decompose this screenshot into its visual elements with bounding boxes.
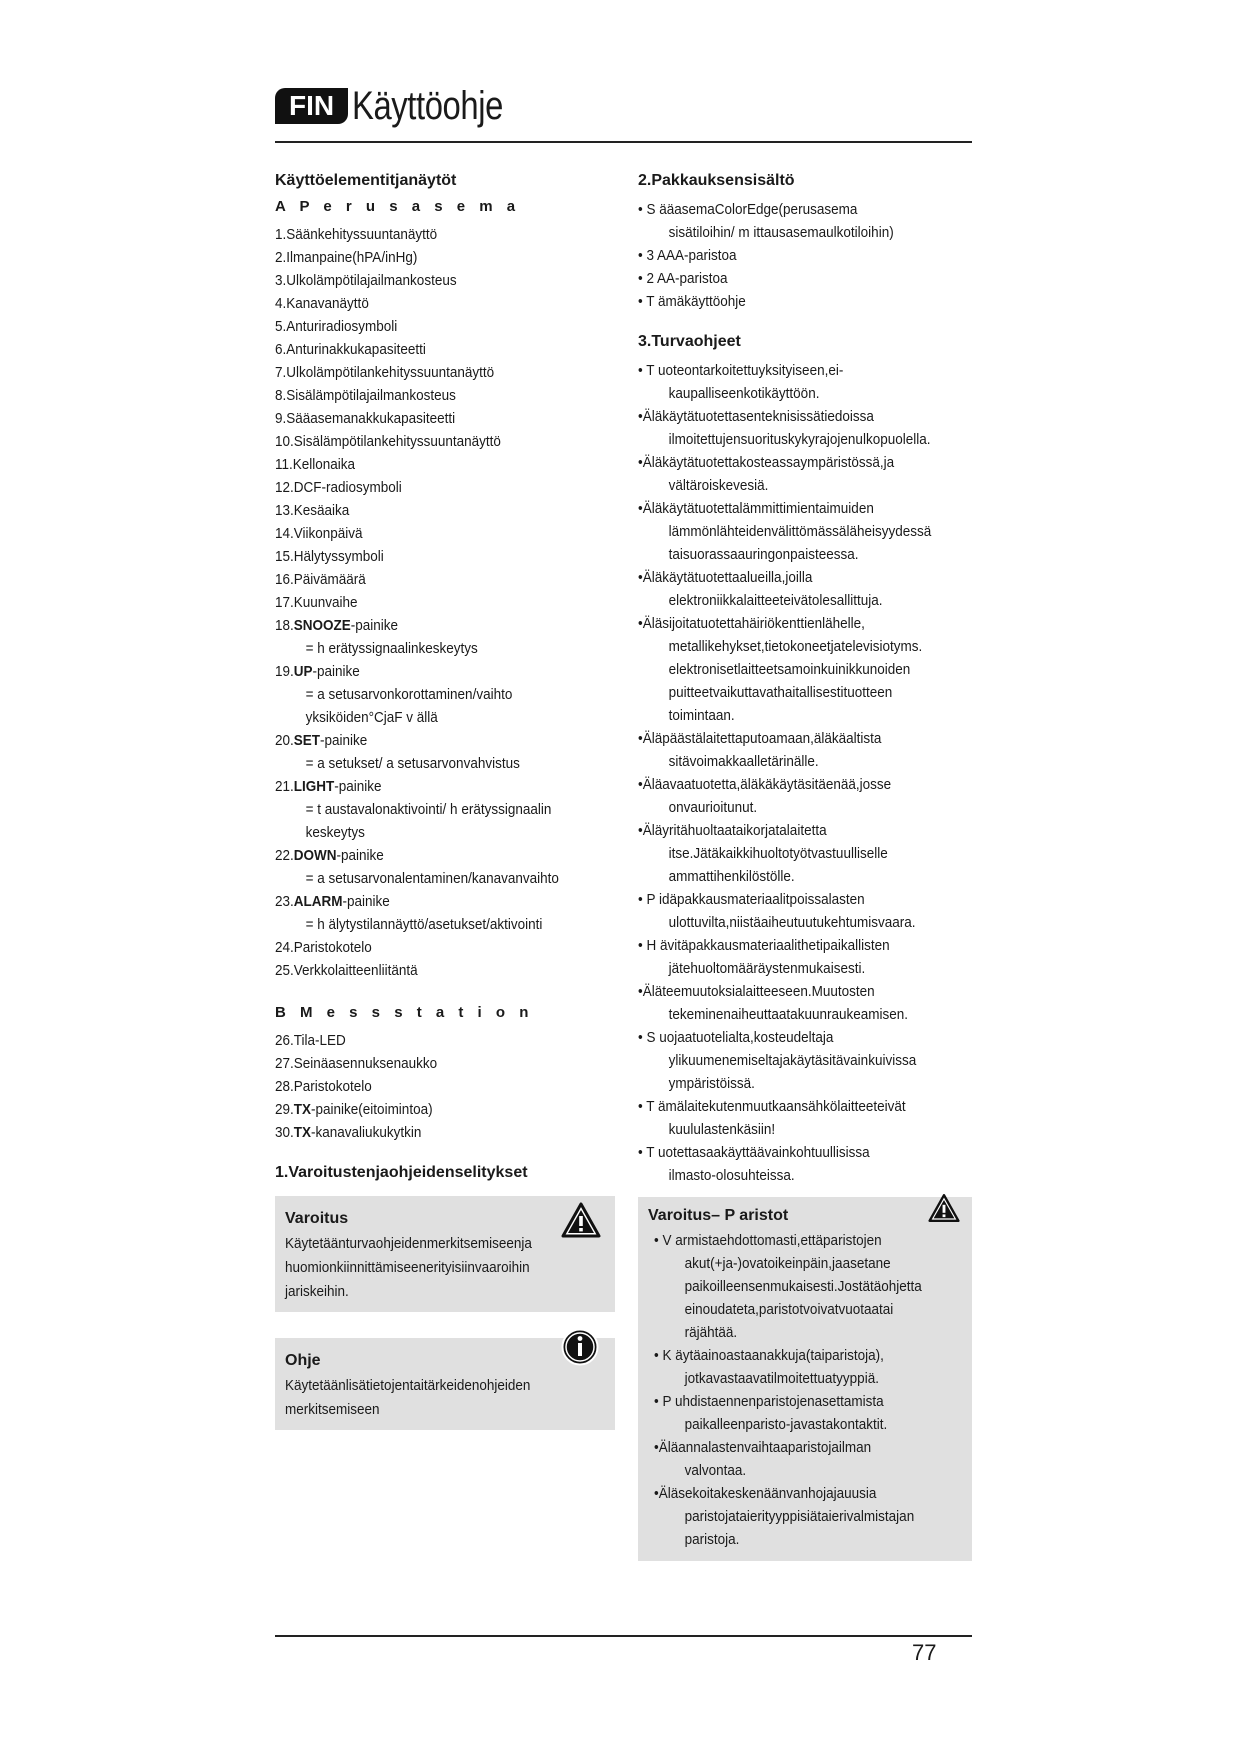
item-number: 20. — [275, 732, 294, 749]
left-column — [275, 170, 615, 1430]
list-item — [275, 1121, 581, 1144]
list-item: 13.Kesäaika — [275, 502, 350, 519]
bullet-continuation: tekeminenaiheuttaatakuunraukeamisen. — [668, 1006, 909, 1023]
bottom-divider — [275, 1635, 972, 1637]
warning-box-title: Varoitus — [285, 1210, 349, 1227]
box-text-line: Käytetäänturvaohjeidenmerkitsemiseenja — [285, 1235, 532, 1252]
bullet-continuation: paristoja. — [684, 1531, 740, 1548]
warning-box-text — [285, 1232, 605, 1304]
controls-list-a — [275, 223, 615, 982]
list-item: 4.Kanavanäyttö — [275, 295, 369, 312]
list-item: 14.Viikonpäivä — [275, 525, 363, 542]
bullet-continuation: kaupalliseenkotikäyttöön. — [668, 385, 820, 402]
bullet-text: •Äläyritähuoltaataikorjatalaitetta — [638, 822, 827, 839]
bullet-continuation: toimintaan. — [668, 707, 735, 724]
item-number: 23. — [275, 893, 294, 910]
bullet-text: • S uojaatuotelialta,kosteudeltaja — [638, 1029, 834, 1046]
controls-list-b — [275, 1029, 615, 1144]
bullet-item — [654, 1436, 931, 1482]
bullet-item — [638, 819, 939, 888]
box-text-line: merkitsemiseen — [285, 1401, 380, 1418]
list-item: 9.Sääasemanakkukapasiteetti — [275, 410, 456, 427]
bullet-continuation: elektronisetlaitteetsamoinkuinikkunoiden — [668, 661, 911, 678]
bullet-item — [654, 1482, 931, 1551]
safety-instructions-list — [638, 359, 972, 1187]
bullet-text: • P idäpakkausmateriaalitpoissalasten — [638, 891, 865, 908]
button-name: ALARM — [293, 893, 343, 910]
bullet-text: •Äläkäytätuotettakosteassaympäristössä,ja — [638, 454, 895, 471]
section-title-package: 2.Pakkauksensisältö — [638, 172, 795, 189]
button-name: TX — [293, 1101, 312, 1118]
bullet-text: •Äläkäytätuotettalämmittimientaimuiden — [638, 500, 874, 517]
bullet-continuation: paikalleenparisto-javastakontaktit. — [684, 1416, 888, 1433]
bullet-text: • P uhdistaennenparistojenasettamista — [654, 1393, 884, 1410]
page-header — [275, 83, 536, 129]
bullet-item — [638, 934, 939, 980]
item-number: 29. — [275, 1101, 294, 1118]
right-column — [638, 170, 972, 1561]
bullet-item — [654, 1390, 931, 1436]
bullet-continuation: ulottuvilta,niistäaiheutuutukehtumisvaara. — [668, 914, 916, 931]
bullet-item — [638, 359, 939, 405]
item-suffix: -painike — [312, 663, 360, 680]
bullet-continuation: akut(+ja-)ovatoikeinpäin,jaasetane — [684, 1255, 891, 1272]
list-item: 3.Ulkolämpötilajailmankosteus — [275, 272, 457, 289]
list-item: 2.Ilmanpaine(hPA/inHg) — [275, 249, 418, 266]
button-name: SET — [293, 732, 321, 749]
bullet-continuation: räjähtää. — [684, 1324, 738, 1341]
item-suffix: -painike — [336, 847, 384, 864]
list-item: 24.Paristokotelo — [275, 939, 372, 956]
list-item — [275, 660, 581, 683]
bullet-continuation: ilmasto-olosuhteissa. — [668, 1167, 795, 1184]
item-number: 18. — [275, 617, 294, 634]
list-item: 12.DCF-radiosymboli — [275, 479, 402, 496]
item-suffix: -painike — [334, 778, 382, 795]
package-contents-list — [638, 198, 972, 313]
list-item — [275, 890, 581, 913]
bullet-text: •Äläavaatuotetta,äläkäkäytäsitäenää,josse — [638, 776, 892, 793]
bullet-continuation: elektroniikkalaitteeteivätolesallittuja. — [668, 592, 883, 609]
list-item: 15.Hälytyssymboli — [275, 548, 384, 565]
list-item: = t austavalonaktivointi/ h erätyssignaalin — [305, 801, 552, 818]
bullet-item — [654, 1344, 931, 1390]
list-item: = a setukset/ a setusarvonvahvistus — [305, 755, 520, 772]
list-item: 26.Tila-LED — [275, 1032, 346, 1049]
button-name: SNOOZE — [293, 617, 351, 634]
list-item: 28.Paristokotelo — [275, 1078, 372, 1095]
bullet-text: • 2 AA-paristoa — [638, 270, 728, 287]
warning-triangle-icon — [561, 1202, 601, 1238]
bullet-item — [638, 451, 939, 497]
battery-warning-list — [648, 1229, 962, 1551]
bullet-item — [638, 290, 939, 313]
list-item: yksiköiden°CjaF v ällä — [305, 709, 438, 726]
list-item: 16.Päivämäärä — [275, 571, 366, 588]
item-suffix: -painike — [320, 732, 368, 749]
list-item: = h erätyssignaalinkeskeytys — [305, 640, 478, 657]
bullet-text: •Äläteemuutoksialaitteeseen.Muutosten — [638, 983, 875, 1000]
box-text-line: huomionkiinnittämiseenerityisiinvaaroihin — [285, 1259, 530, 1276]
bullet-text: • T ämälaitekutenmuutkaansähkölaitteeteivät — [638, 1098, 906, 1115]
list-item: = a setusarvonkorottaminen/vaihto — [305, 686, 513, 703]
bullet-item — [638, 727, 939, 773]
bullet-continuation: paikoilleensenmukaisesti.Jostätäohjetta — [684, 1278, 922, 1295]
bullet-text: •Äläkäytätuotettaalueilla,joilla — [638, 569, 813, 586]
item-number: 22. — [275, 847, 294, 864]
bullet-text: • T uoteontarkoitettuyksityiseen,ei- — [638, 362, 844, 379]
battery-box-title: Varoitus– P aristot — [648, 1207, 789, 1224]
bullet-continuation: metallikehykset,tietokoneetjatelevisiotyms. — [668, 638, 923, 655]
top-divider — [275, 141, 972, 143]
list-item — [275, 614, 581, 637]
bullet-item — [638, 1141, 939, 1187]
bullet-item — [638, 267, 939, 290]
bullet-continuation: ilmoitettujensuorituskykyrajojenulkopuolella. — [668, 431, 931, 448]
bullet-text: •Äläannalastenvaihtaaparistojailman — [654, 1439, 872, 1456]
item-number: 30. — [275, 1124, 294, 1141]
bullet-text: •Äläsijoitatuotettahäiriökenttienlähelle, — [638, 615, 865, 632]
bullet-continuation: puitteetvaikuttavathaitallisestituotteen — [668, 684, 893, 701]
list-item: 6.Anturinakkukapasiteetti — [275, 341, 426, 358]
bullet-continuation: valvontaa. — [684, 1462, 747, 1479]
list-item: = h älytystilannäyttö/asetukset/aktivointi — [305, 916, 543, 933]
button-name: TX — [293, 1124, 312, 1141]
section-title-safety: 3.Turvaohjeet — [638, 333, 741, 350]
bullet-continuation: onvaurioitunut. — [668, 799, 758, 816]
list-item — [275, 844, 581, 867]
list-item: 27.Seinäasennuksenaukko — [275, 1055, 438, 1072]
language-badge: FIN — [275, 88, 348, 124]
list-item: keskeytys — [305, 824, 365, 841]
list-item: = a setusarvonalentaminen/kanavanvaihto — [305, 870, 559, 887]
list-item: 10.Sisälämpötilankehityssuuntanäyttö — [275, 433, 501, 450]
item-number: 19. — [275, 663, 294, 680]
bullet-item — [638, 244, 939, 267]
bullet-continuation: sisätiloihin/ m ittausasemaulkotiloihin) — [668, 224, 894, 241]
list-item: 17.Kuunvaihe — [275, 594, 358, 611]
bullet-text: •Äläpäästälaitettaputoamaan,äläkäaltista — [638, 730, 882, 747]
bullet-continuation: taisuorassaauringonpaisteessa. — [668, 546, 859, 563]
button-name: UP — [293, 663, 313, 680]
page-title: Käyttöohje — [352, 83, 504, 128]
bullet-text: • 3 AAA-paristoa — [638, 247, 737, 264]
subsection-b-title: B M e s s s t a t i o n — [275, 1004, 534, 1021]
bullet-continuation: vältäroiskevesiä. — [668, 477, 769, 494]
bullet-item — [638, 566, 939, 612]
battery-warning-box — [638, 1197, 972, 1561]
info-icon — [561, 1328, 599, 1366]
bullet-continuation: kuululastenkäsiin! — [668, 1121, 776, 1138]
bullet-continuation: einoudateta,paristotvoivatvuotaatai — [684, 1301, 894, 1318]
list-item — [275, 775, 581, 798]
item-suffix: -painike — [342, 893, 390, 910]
item-number: 21. — [275, 778, 294, 795]
button-name: LIGHT — [293, 778, 335, 795]
bullet-text: • T ämäkäyttöohje — [638, 293, 746, 310]
bullet-continuation: lämmönlähteidenvälittömässäläheisyydessä — [668, 523, 932, 540]
bullet-item — [638, 773, 939, 819]
bullet-continuation: ammattihenkilöstölle. — [668, 868, 795, 885]
item-suffix: -painike(eitoimintoa) — [311, 1101, 433, 1118]
warning-legend-box — [275, 1196, 615, 1312]
list-item — [275, 729, 581, 752]
list-item: 8.Sisälämpötilajailmankosteus — [275, 387, 456, 404]
box-text-line: jariskeihin. — [285, 1283, 349, 1300]
note-box-text — [285, 1374, 605, 1422]
list-item: 5.Anturiradiosymboli — [275, 318, 398, 335]
subsection-a-title: A P e r u s a s e m a — [275, 198, 521, 215]
bullet-item — [638, 405, 939, 451]
bullet-item — [638, 1026, 939, 1095]
list-item: 1.Säänkehityssuuntanäyttö — [275, 226, 438, 243]
list-item: 7.Ulkolämpötilankehityssuuntanäyttö — [275, 364, 495, 381]
list-item: 11.Kellonaika — [275, 456, 356, 473]
bullet-text: • S ääasemaColorEdge(perusasema — [638, 201, 858, 218]
note-legend-box — [275, 1338, 615, 1430]
bullet-text: •Äläsekoitakeskenäänvanhojajauusia — [654, 1485, 877, 1502]
bullet-text: • T uotettasaakäyttäävainkohtuullisissa — [638, 1144, 870, 1161]
bullet-item — [654, 1229, 931, 1344]
page-number: 77 — [912, 1640, 937, 1665]
bullet-continuation: paristojataierityyppisiätaierivalmistajan — [684, 1508, 915, 1525]
note-box-title: Ohje — [285, 1352, 321, 1369]
bullet-continuation: ylikuumenemiseltajakäytäsitävainkuivissa — [668, 1052, 917, 1069]
bullet-text: • K äytäainoastaanakkuja(taiparistoja), — [654, 1347, 884, 1364]
bullet-text: • V armistaehdottomasti,ettäparistojen — [654, 1232, 882, 1249]
bullet-text: • H ävitäpakkausmateriaalithetipaikallisten — [638, 937, 890, 954]
section-title-warnings: 1.Varoitustenjaohjeidenselitykset — [275, 1164, 528, 1181]
bullet-item — [638, 612, 939, 727]
box-text-line: Käytetäänlisätietojentaitärkeidenohjeiden — [285, 1377, 531, 1394]
bullet-continuation: itse.Jätäkaikkihuoltotyötvastuulliselle — [668, 845, 888, 862]
button-name: DOWN — [293, 847, 337, 864]
list-item: 25.Verkkolaitteenliitäntä — [275, 962, 418, 979]
bullet-item — [638, 980, 939, 1026]
warning-triangle-icon — [928, 1193, 960, 1223]
bullet-text: •Äläkäytätuotettasenteknisissätiedoissa — [638, 408, 874, 425]
bullet-item — [638, 1095, 939, 1141]
list-item — [275, 1098, 581, 1121]
bullet-continuation: jätehuoltomääräystenmukaisesti. — [668, 960, 866, 977]
bullet-continuation: sitävoimakkaalletärinälle. — [668, 753, 819, 770]
bullet-item — [638, 198, 939, 244]
bullet-continuation: ympäristöissä. — [668, 1075, 755, 1092]
bullet-item — [638, 497, 939, 566]
item-suffix: -kanavaliukukytkin — [311, 1124, 422, 1141]
bullet-item — [638, 888, 939, 934]
item-suffix: -painike — [350, 617, 399, 634]
bullet-continuation: jotkavastaavatilmoitettuatyyppiä. — [684, 1370, 879, 1387]
section-title-controls: Käyttöelementitjanäytöt — [275, 172, 457, 189]
